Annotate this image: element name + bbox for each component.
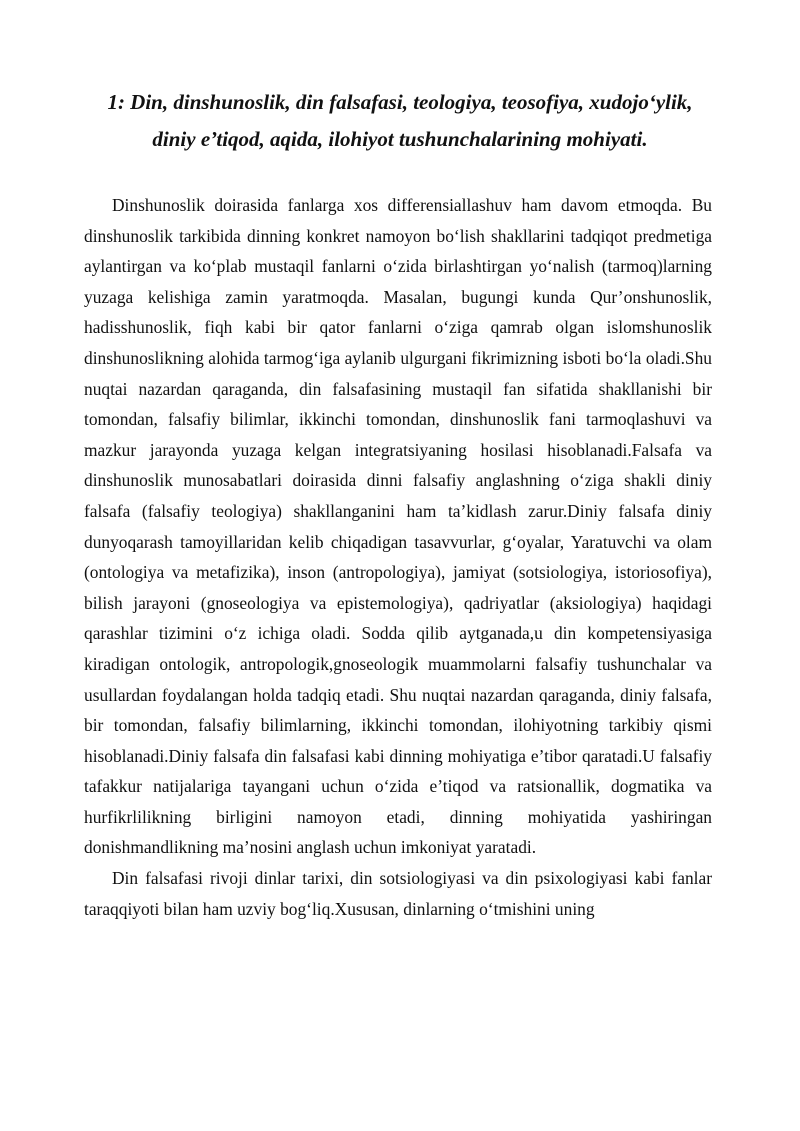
- paragraph-1: Dinshunoslik doirasida fanlarga xos differensiallashuv ham davom etmoqda. Bu dinshunoslik tarkibida dinning konkret namoyon bo‘lish shakllarini tadqiqot predmetiga aylantirgan va ko‘plab mustaqil fanlarni o‘zida birlashtirgan yo‘nalish (tarmoq)larning yuzaga kelishiga zamin yaratmoqda. Masalan, bugungi kunda Qur’onshunoslik, hadisshunoslik, fiqh kabi bir qator fanlarni o‘ziga qamrab olgan islomshunoslik dinshunoslikning alohida tarmog‘iga aylanib ulgurgani fikrimizning isboti bo‘la oladi.Shu nuqtai nazardan qaraganda, din falsafasining mustaqil fan sifatida shakllanishi bir tomondan, falsafiy bilimlar, ikkinchi tomondan, dinshunoslik fani tarmoqlashuvi va mazkur jarayonda yuzaga kelgan integratsiyaning hosilasi hisoblanadi.Falsafa va dinshunoslik munosabatlari doirasida dinni falsafiy anglashning o‘ziga shakli diniy falsafa (falsafiy teologiya) shakllanganini ham ta’kidlash zarur.Diniy falsafa diniy dunyoqarash tamoyillaridan kelib chiqadigan tasavvurlar, g‘oyalar, Yaratuvchi va olam (ontologiya va metafizika), inson (antropologiya), jamiyat (sotsiologiya, istoriosofiya), bilish jarayoni (gnoseologiya va epistemologiya), qadriyatlar (aksiologiya) haqidagi qarashlar tizimini o‘z ichiga oladi. Sodda qilib aytganada,u din kompetensiyasiga kiradigan ontologik, antropologik,gnoseologik muammolarni falsafiy tushunchalar va usullardan foydalangan holda tadqiq etadi. Shu nuqtai nazardan qaraganda, diniy falsafa, bir tomondan, falsafiy bilimlarning, ikkinchi tomondan, ilohiyotning tarkibiy qismi hisoblanadi.Diniy falsafa din falsafasi kabi dinning mohiyatiga e’tibor qaratadi.U falsafiy tafakkur natijalariga tayangani uchun o‘zida e’tiqod va ratsionallik, dogmatika va hurfikrlilikning birligini namoyon etadi, dinning mohiyatida yashiringan donishmandlikning ma’nosini anglash uchun imkoniyat yaratadi.: [84, 195, 712, 858]
- paragraph-2: Din falsafasi rivoji dinlar tarixi, din sotsiologiyasi va din psixologiyasi kabi fanlar taraqqiyoti bilan ham uzviy bog‘liq.Xususan, dinlarning o‘tmishini uning: [84, 868, 712, 919]
- section-heading: 1: Din, dinshunoslik, din falsafasi, teologiya, teosofiya, xudojo‘ylik, diniy e’tiqod, aqida, ilohiyot tushunchalarining mohiyati.: [107, 90, 693, 151]
- body-text: [84, 190, 712, 924]
